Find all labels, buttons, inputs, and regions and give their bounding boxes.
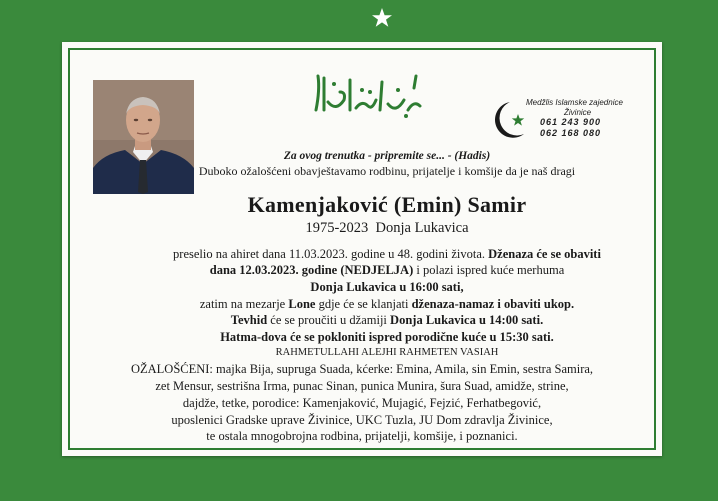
tevhid-line [122,313,652,328]
mourners-line: zet Mensur, sestrišna Irma, punac Sinan, punica Munira, šura Suad, amidže, strine, [155,379,569,393]
funeral-date: dana 12.03.2023. godine (NEDJELJA) [209,263,414,277]
burial-line [122,297,652,312]
hadith-quote: Za ovog trenutka - pripremite se... - (Hadis) [283,150,491,162]
crescent-star-icon [336,0,398,44]
funeral-time-line: Donja Lukavica u 16:00 sati, [310,280,464,294]
funeral-announcement: Dženaza će se obaviti [488,247,601,261]
obituary-card [62,42,662,456]
burial-text-1: zatim na mezarje [199,297,286,311]
mourners-line: OŽALOŠĆENI: majka Bija, supruga Suada, kćerke: Emina, Amila, sin Emin, sestra Samira, [130,362,594,376]
logo-phone-1: 061 243 900 [540,117,602,127]
life-years: 1975-2023 [305,220,369,236]
mourners-line: uposlenici Gradske uprave Živinice, UKC Tuzla, JU Dom zdravlja Živinice, [171,413,553,427]
funeral-date-line [122,263,652,278]
birth-place: Donja Lukavica [375,220,469,236]
mourners-line: dajdže, tetke, porodice: Kamenjaković, Mujagić, Fejzić, Ferhatbegović, [182,396,542,410]
islamic-community-logo [490,98,640,144]
mourners-line: te ostala mnogobrojna rodbina, prijatelji, komšije, i poznanici. [206,429,518,443]
hatma-line: Hatma-dova će se pokloniti ispred porodične kuće u 15:30 sati. [220,330,554,344]
tevhid-place-time: Donja Lukavica u 14:00 sati. [390,313,544,327]
logo-city: Živinice [564,108,592,117]
death-date-text: preselio na ahiret dana 11.03.2023. godine u 48. godini života. [173,247,485,261]
funeral-departure: i polazi ispred kuće merhuma [416,263,565,277]
intro-text: Duboko ožalošćeni obavještavamo rodbinu, prijatelje i komšije da je naš dragi [198,164,576,178]
crescent-star-icon [490,98,530,142]
logo-phone-2: 062 168 080 [540,128,602,138]
logo-organization-name: Medžlis Islamske zajednice [526,98,623,107]
life-dates [122,220,652,237]
tevhid-text: će se proučiti u džamiji [270,313,387,327]
death-date-line [122,247,652,262]
burial-text-3: dženaza-namaz i obaviti ukop. [411,297,575,311]
cemetery-name: Lone [288,297,316,311]
arabic-calligraphy-image [310,70,426,120]
prayer-line: RAHMETULLAHI ALEJHI RAHMETEN VASIAH [275,347,499,358]
deceased-name: Kamenjaković (Emin) Samir [247,192,527,217]
burial-text-2: gdje će se klanjati [318,297,409,311]
tevhid-label: Tevhid [230,313,268,327]
